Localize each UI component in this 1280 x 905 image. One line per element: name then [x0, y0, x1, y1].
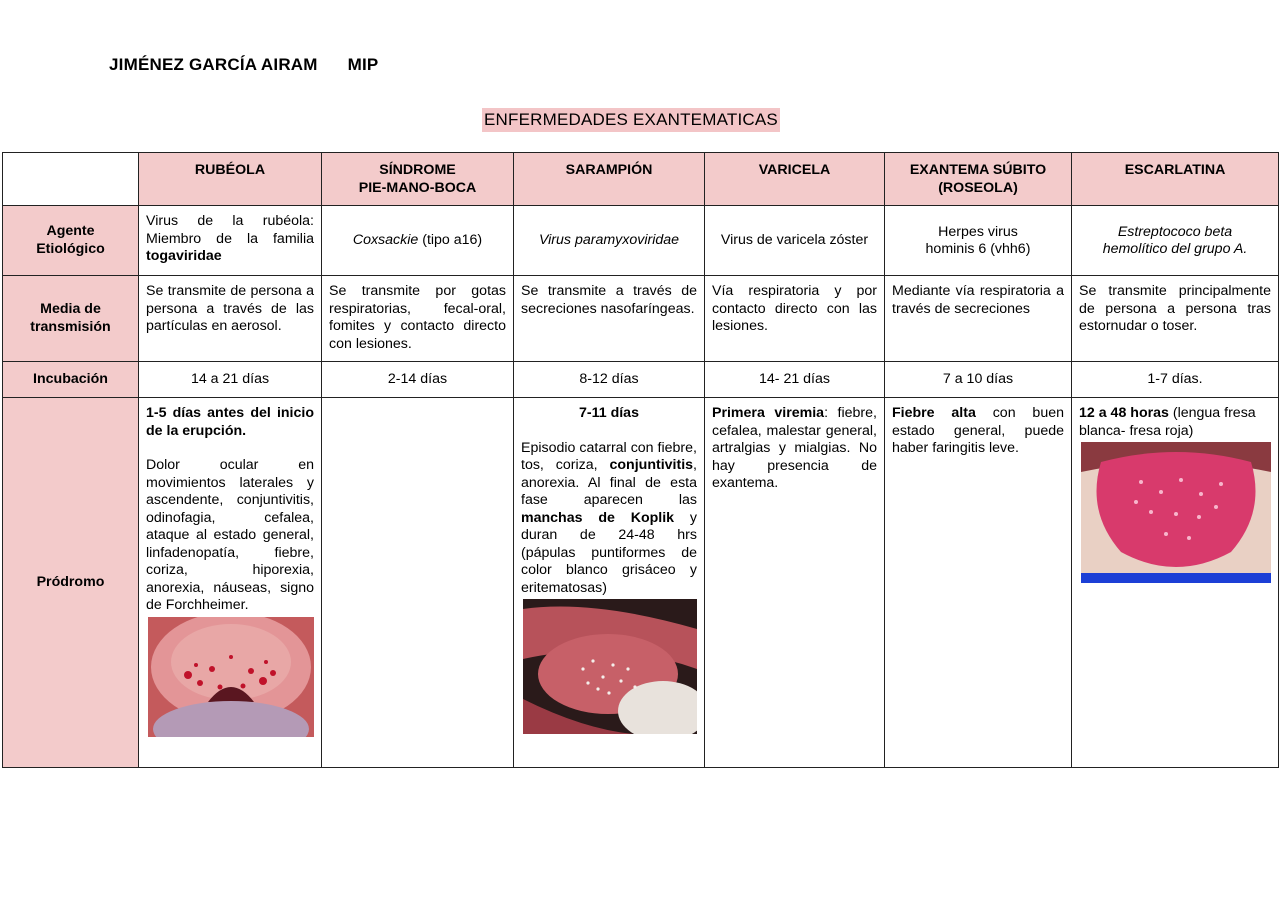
prodromo-varicela: [705, 398, 885, 768]
agente-exantema: [885, 206, 1072, 276]
col-header-exantema-line2: (ROSEOLA): [938, 179, 1018, 196]
agente-sarampion-text: Virus paramyxoviridae: [538, 232, 680, 249]
prodromo-exantema-bold: Fiebre alta: [892, 405, 976, 421]
prodromo-sarampion-b1: conjuntivitis: [609, 457, 694, 473]
col-header-varicela: VARICELA: [705, 153, 885, 206]
prodromo-rubeola-bold: 1-5 días antes del inicio de la erupción.: [146, 405, 314, 439]
strawberry-tongue-photo: [1081, 442, 1271, 583]
prodromo-exantema: [885, 398, 1072, 768]
corner-cell: [3, 153, 139, 206]
row-header-transmision: [3, 276, 139, 362]
throat-photo-forchheimer: [148, 617, 314, 737]
author-line: [109, 55, 378, 75]
incubacion-rubeola: 14 a 21 días: [139, 362, 322, 398]
group-label: MIP: [347, 55, 379, 74]
agente-escarlatina-line2: hemolítico del grupo A.: [1102, 241, 1248, 257]
row-agente: [3, 206, 1279, 276]
row-header-transmision-line2: transmisión: [30, 318, 111, 335]
col-header-pmb-line2: PIE-MANO-BOCA: [358, 179, 477, 196]
prodromo-escarlatina-bold: 12 a 48 horas: [1079, 405, 1169, 421]
col-header-sarampion: SARAMPIÓN: [514, 153, 705, 206]
incubacion-sarampion: 8-12 días: [514, 362, 705, 398]
prodromo-escarlatina-text: (lengua fresa blanca- fresa roja): [1079, 405, 1256, 439]
transmision-varicela: Vía respiratoria y por contacto directo con las lesiones.: [705, 276, 885, 362]
document-title: ENFERMEDADES EXANTEMATICAS: [482, 108, 780, 132]
col-header-exantema-line1: EXANTEMA SÚBITO: [909, 162, 1047, 178]
prodromo-rubeola-text: Dolor ocular en movimientos laterales y ascendente, conjuntivitis, odinofagia, cefalea, ataque al estado general, linfadenopatía, fiebre, coriza, hiporexia, anorexia, náuseas, signo de Forchheimer.: [146, 457, 314, 613]
agente-pmb-text: (tipo a16): [418, 232, 483, 249]
col-header-escarlatina: ESCARLATINA: [1072, 153, 1279, 206]
prodromo-sarampion-t2: , anorexia. Al final de esta fase aparecen las: [521, 457, 697, 508]
incubacion-varicela: 14- 21 días: [705, 362, 885, 398]
prodromo-varicela-bold: Primera viremia: [712, 405, 825, 421]
transmision-exantema: Mediante vía respiratoria a través de secreciones: [885, 276, 1072, 362]
row-header-agente-line2: Etiológico: [36, 240, 105, 257]
row-header-agente: [3, 206, 139, 276]
prodromo-sarampion: [514, 398, 705, 768]
header-row: [3, 153, 1279, 206]
diseases-table: [2, 152, 1279, 768]
prodromo-sarampion-t1: Episodio catarral con fiebre, tos, coriza,: [521, 439, 697, 473]
transmision-rubeola: Se transmite de persona a persona a través de las partículas en aerosol.: [139, 276, 322, 362]
col-header-pie-mano-boca: [322, 153, 514, 206]
agente-exantema-line2: hominis 6 (vhh6): [925, 241, 1031, 257]
prodromo-sarampion-t3: y duran de 24-48 hrs (pápulas puntiformes de color blanco grisáceo y eritematosas): [521, 509, 697, 596]
row-header-prodromo: Pródromo: [3, 398, 139, 768]
col-header-rubeola: RUBÉOLA: [139, 153, 322, 206]
transmision-escarlatina: Se transmite principalmente de persona a persona tras estornudar o toser.: [1072, 276, 1279, 362]
col-header-exantema: [885, 153, 1072, 206]
agente-rubeola-bold: togaviridae: [146, 248, 222, 264]
agente-pmb: [322, 206, 514, 276]
agente-pmb-italic: Coxsackie: [352, 232, 419, 249]
prodromo-exantema-text: con buen estado general, puede haber faringitis leve.: [892, 405, 1064, 456]
incubacion-exantema: 7 a 10 días: [885, 362, 1072, 398]
transmision-sarampion: Se transmite a través de secreciones nasofaríngeas.: [514, 276, 705, 362]
agente-rubeola: [139, 206, 322, 276]
agente-escarlatina: [1072, 206, 1279, 276]
author-name: JIMÉNEZ GARCÍA AIRAM: [109, 55, 318, 74]
prodromo-pmb: [322, 398, 514, 768]
agente-varicela: Virus de varicela zóster: [705, 206, 885, 276]
agente-rubeola-text: Virus de la rubéola: Miembro de la familia: [146, 213, 314, 247]
agente-exantema-line1: Herpes virus: [938, 223, 1018, 240]
row-transmision: [3, 276, 1279, 362]
row-header-agente-line1: Agente: [46, 223, 95, 239]
prodromo-escarlatina: [1072, 398, 1279, 768]
transmision-pmb: Se transmite por gotas respiratorias, fecal-oral, fomites y contacto directo con lesiones.: [322, 276, 514, 362]
prodromo-sarampion-text: [521, 440, 697, 598]
row-header-incubacion: Incubación: [3, 362, 139, 398]
agente-escarlatina-line1: Estreptococo beta: [1117, 223, 1233, 240]
row-header-transmision-line1: Media de: [40, 301, 101, 317]
prodromo-varicela-text: : fiebre, cefalea, malestar general, artralgias y mialgias. No hay presencia de exantema.: [712, 405, 877, 491]
prodromo-sarampion-bold: 7-11 días: [579, 405, 639, 421]
row-incubacion: [3, 362, 1279, 398]
prodromo-rubeola: [139, 398, 322, 768]
agente-sarampion: [514, 206, 705, 276]
incubacion-pmb: 2-14 días: [322, 362, 514, 398]
row-prodromo: [3, 398, 1279, 768]
koplik-spots-photo: [523, 599, 697, 734]
prodromo-sarampion-b2: manchas de Koplik: [521, 509, 675, 526]
incubacion-escarlatina: 1-7 días.: [1072, 362, 1279, 398]
col-header-pmb-line1: SÍNDROME: [379, 162, 456, 178]
